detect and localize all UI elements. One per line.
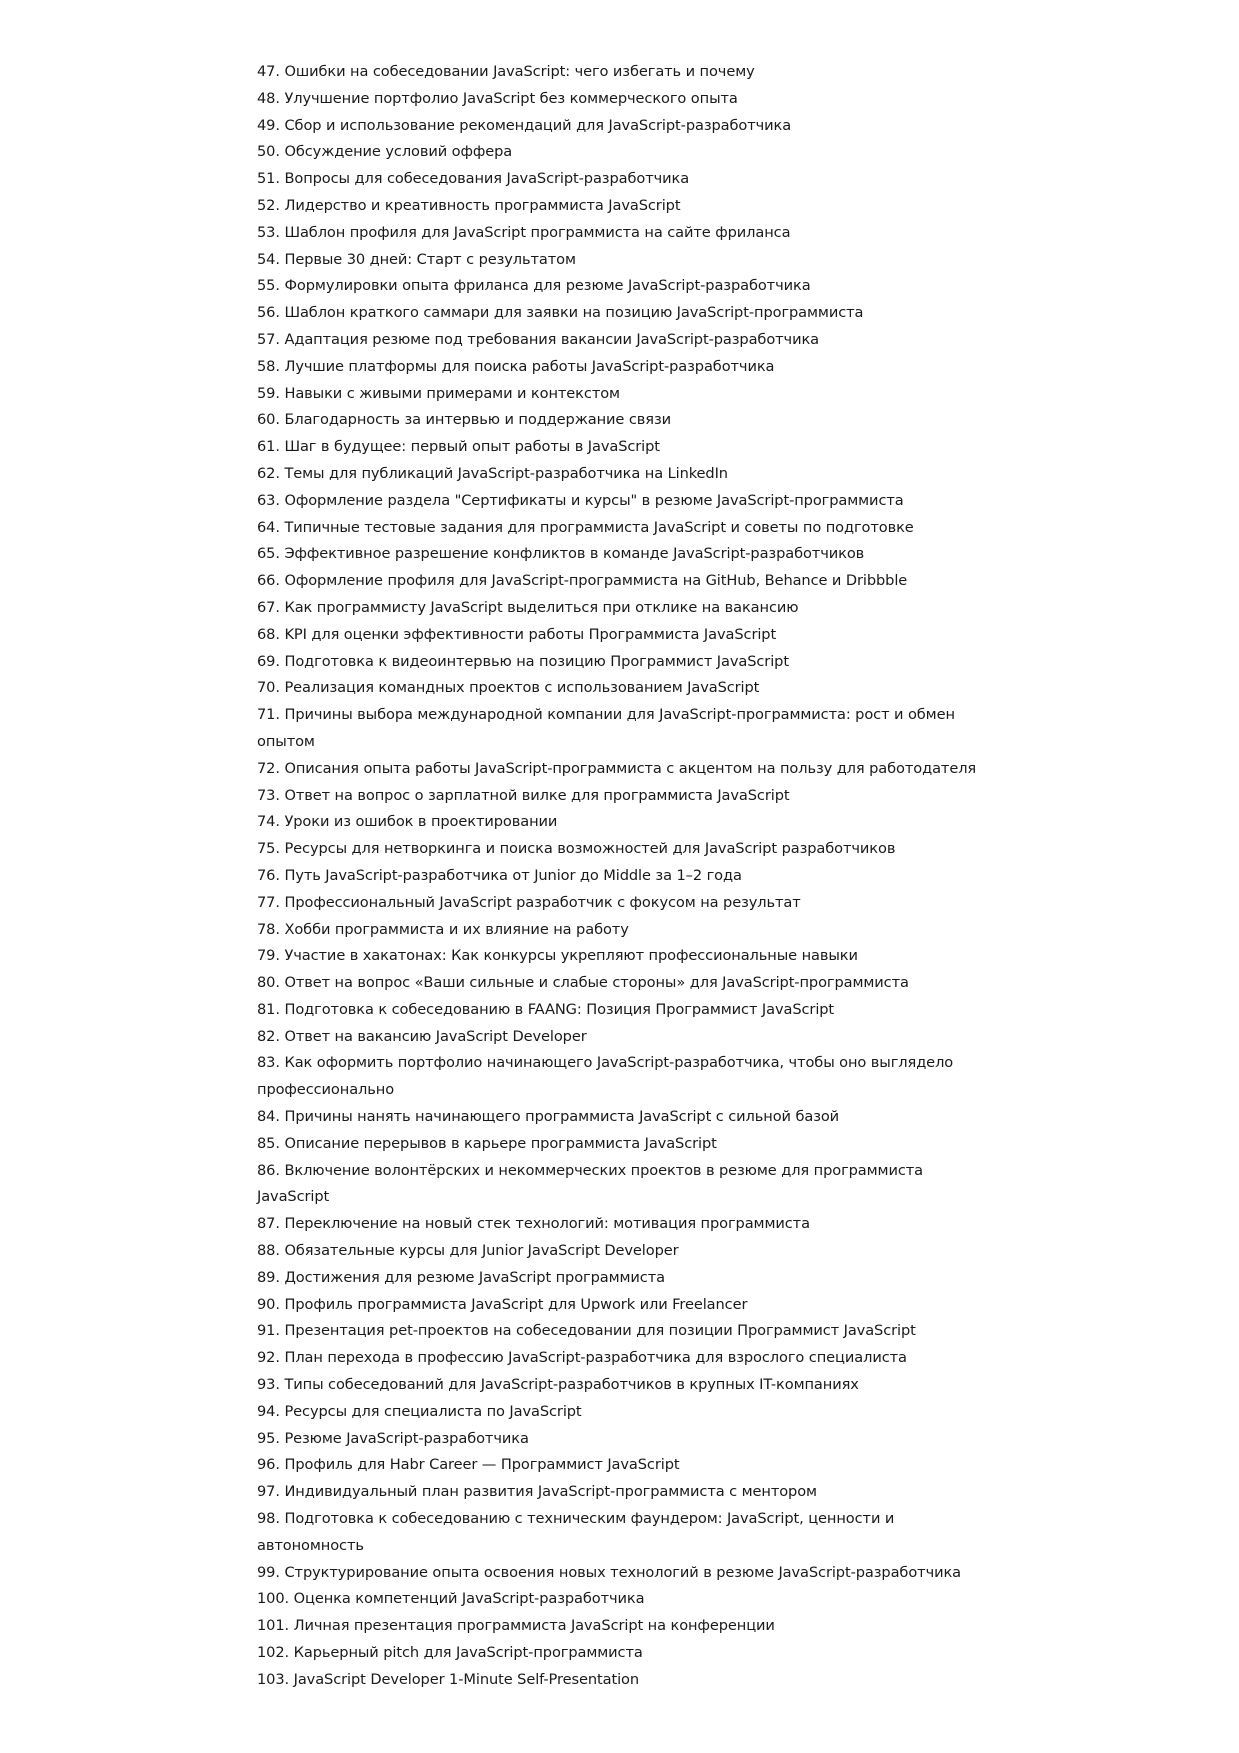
toc-item bbox=[257, 113, 987, 140]
toc-link[interactable]: 80. Ответ на вопрос «Ваши сильные и слабые стороны» для JavaScript-программиста bbox=[257, 974, 909, 992]
toc-item bbox=[257, 836, 987, 863]
toc-item bbox=[257, 1372, 987, 1399]
toc-item bbox=[257, 86, 987, 113]
toc-link[interactable]: 73. Ответ на вопрос о зарплатной вилке для программиста JavaScript bbox=[257, 786, 790, 804]
toc-item bbox=[257, 166, 987, 193]
toc-link[interactable]: 62. Темы для публикаций JavaScript-разработчика на LinkedIn bbox=[257, 464, 728, 482]
toc-item bbox=[257, 1613, 987, 1640]
toc-item bbox=[257, 1104, 987, 1131]
toc-link[interactable]: 91. Презентация pet-проектов на собеседовании для позиции Программист JavaScript bbox=[257, 1322, 916, 1340]
toc-link[interactable]: 66. Оформление профиля для JavaScript-программиста на GitHub, Behance и Dribbble bbox=[257, 572, 908, 590]
toc-item bbox=[257, 327, 987, 354]
toc-item bbox=[257, 863, 987, 890]
toc-item bbox=[257, 59, 987, 86]
toc-link[interactable]: 59. Навыки с живыми примерами и контекстом bbox=[257, 384, 620, 402]
toc-item bbox=[257, 1238, 987, 1265]
toc-item bbox=[257, 434, 987, 461]
toc-item bbox=[257, 783, 987, 810]
toc-link[interactable]: 67. Как программисту JavaScript выделиться при отклике на вакансию bbox=[257, 598, 799, 616]
toc-link[interactable]: 78. Хобби программиста и их влияние на работу bbox=[257, 920, 629, 938]
toc-item bbox=[257, 1050, 987, 1104]
toc-item bbox=[257, 300, 987, 327]
toc-item bbox=[257, 809, 987, 836]
toc-item bbox=[257, 675, 987, 702]
toc-link[interactable]: 76. Путь JavaScript-разработчика от Junior до Middle за 1–2 года bbox=[257, 866, 742, 884]
toc-link[interactable]: 49. Сбор и использование рекомендаций для JavaScript-разработчика bbox=[257, 116, 792, 134]
toc-link[interactable]: 90. Профиль программиста JavaScript для Upwork или Freelancer bbox=[257, 1295, 748, 1313]
toc-link[interactable]: 89. Достижения для резюме JavaScript программиста bbox=[257, 1268, 665, 1286]
toc-link[interactable]: 87. Переключение на новый стек технологий: мотивация программиста bbox=[257, 1215, 810, 1233]
toc-link[interactable]: 82. Ответ на вакансию JavaScript Developer bbox=[257, 1027, 587, 1045]
toc-item bbox=[257, 488, 987, 515]
toc-item bbox=[257, 756, 987, 783]
toc-link[interactable]: 94. Ресурсы для специалиста по JavaScript bbox=[257, 1402, 582, 1420]
toc-item bbox=[257, 1506, 987, 1560]
toc-item bbox=[257, 1399, 987, 1426]
toc-item bbox=[257, 1292, 987, 1319]
toc-item bbox=[257, 193, 987, 220]
toc-item bbox=[257, 381, 987, 408]
toc-item bbox=[257, 1586, 987, 1613]
toc-link[interactable]: 63. Оформление раздела "Сертификаты и курсы" в резюме JavaScript-программиста bbox=[257, 491, 904, 509]
toc-link[interactable]: 88. Обязательные курсы для Junior JavaScript Developer bbox=[257, 1242, 679, 1260]
toc-link[interactable]: 74. Уроки из ошибок в проектировании bbox=[257, 813, 558, 831]
toc-item bbox=[257, 354, 987, 381]
toc-link[interactable]: 103. JavaScript Developer 1-Minute Self-Presentation bbox=[257, 1670, 640, 1688]
toc-item bbox=[257, 1640, 987, 1667]
toc-link[interactable]: 57. Адаптация резюме под требования вакансии JavaScript-разработчика bbox=[257, 330, 820, 348]
toc-link[interactable]: 69. Подготовка к видеоинтервью на позицию Программист JavaScript bbox=[257, 652, 789, 670]
toc-item bbox=[257, 595, 987, 622]
toc-item bbox=[257, 515, 987, 542]
toc-link[interactable]: 71. Причины выбора международной компании для JavaScript-программиста: рост и обмен опытом bbox=[257, 706, 955, 750]
toc-item bbox=[257, 139, 987, 166]
toc-item bbox=[257, 917, 987, 944]
toc-link[interactable]: 97. Индивидуальный план развития JavaScript-программиста с ментором bbox=[257, 1483, 817, 1501]
toc-item bbox=[257, 1158, 987, 1212]
toc-item bbox=[257, 568, 987, 595]
toc-link[interactable]: 53. Шаблон профиля для JavaScript программиста на сайте фриланса bbox=[257, 223, 791, 241]
toc-link[interactable]: 100. Оценка компетенций JavaScript-разработчика bbox=[257, 1590, 645, 1608]
table-of-contents bbox=[257, 59, 987, 1694]
toc-item bbox=[257, 407, 987, 434]
toc-item bbox=[257, 943, 987, 970]
toc-item bbox=[257, 1560, 987, 1587]
toc-link[interactable]: 79. Участие в хакатонах: Как конкурсы укрепляют профессиональные навыки bbox=[257, 947, 858, 965]
toc-item bbox=[257, 247, 987, 274]
toc-item bbox=[257, 1024, 987, 1051]
toc-item bbox=[257, 1479, 987, 1506]
toc-item bbox=[257, 273, 987, 300]
toc-link[interactable]: 50. Обсуждение условий оффера bbox=[257, 143, 513, 161]
toc-item bbox=[257, 970, 987, 997]
toc-link[interactable]: 65. Эффективное разрешение конфликтов в команде JavaScript-разработчиков bbox=[257, 545, 865, 563]
toc-item bbox=[257, 1211, 987, 1238]
toc-item bbox=[257, 622, 987, 649]
toc-link[interactable]: 86. Включение волонтёрских и некоммерческих проектов в резюме для программиста JavaScript bbox=[257, 1161, 924, 1206]
toc-item bbox=[257, 1452, 987, 1479]
toc-item bbox=[257, 1426, 987, 1453]
toc-item bbox=[257, 702, 987, 756]
document-page bbox=[257, 59, 987, 1694]
toc-link[interactable]: 54. Первые 30 дней: Старт с результатом bbox=[257, 250, 576, 268]
toc-link[interactable]: 81. Подготовка к собеседованию в FAANG: Позиция Программист JavaScript bbox=[257, 1000, 835, 1018]
toc-item bbox=[257, 890, 987, 917]
toc-link[interactable]: 98. Подготовка к собеседованию с техническим фаундером: JavaScript, ценности и автономность bbox=[257, 1510, 895, 1554]
toc-item bbox=[257, 1265, 987, 1292]
toc-link[interactable]: 92. План перехода в профессию JavaScript-разработчика для взрослого специалиста bbox=[257, 1349, 907, 1367]
toc-link[interactable]: 55. Формулировки опыта фриланса для резюме JavaScript-разработчика bbox=[257, 277, 811, 295]
toc-link[interactable]: 85. Описание перерывов в карьере программиста JavaScript bbox=[257, 1134, 717, 1152]
toc-link[interactable]: 47. Ошибки на собеседовании JavaScript: чего избегать и почему bbox=[257, 63, 755, 80]
toc-link[interactable]: 48. Улучшение портфолио JavaScript без коммерческого опыта bbox=[257, 89, 738, 107]
toc-link[interactable]: 84. Причины нанять начинающего программиста JavaScript с сильной базой bbox=[257, 1108, 840, 1126]
toc-link[interactable]: 102. Карьерный pitch для JavaScript-программиста bbox=[257, 1644, 643, 1662]
toc-item bbox=[257, 1131, 987, 1158]
toc-link[interactable]: 68. KPI для оценки эффективности работы Программиста JavaScript bbox=[257, 625, 777, 643]
toc-link[interactable]: 99. Структурирование опыта освоения новых технологий в резюме JavaScript-разработчика bbox=[257, 1563, 962, 1581]
toc-link[interactable]: 52. Лидерство и креативность программиста JavaScript bbox=[257, 196, 681, 214]
toc-item bbox=[257, 461, 987, 488]
toc-link[interactable]: 70. Реализация командных проектов с использованием JavaScript bbox=[257, 679, 760, 697]
toc-item bbox=[257, 649, 987, 676]
toc-link[interactable]: 77. Профессиональный JavaScript разработчик с фокусом на результат bbox=[257, 893, 801, 911]
toc-link[interactable]: 60. Благодарность за интервью и поддержание связи bbox=[257, 411, 671, 429]
toc-item bbox=[257, 997, 987, 1024]
toc-link[interactable]: 56. Шаблон краткого саммари для заявки на позицию JavaScript-программиста bbox=[257, 304, 864, 322]
toc-link[interactable]: 96. Профиль для Habr Career — Программист JavaScript bbox=[257, 1456, 680, 1474]
toc-link[interactable]: 72. Описания опыта работы JavaScript-программиста с акцентом на пользу для работодателя bbox=[257, 759, 977, 777]
toc-item bbox=[257, 1345, 987, 1372]
toc-item bbox=[257, 1318, 987, 1345]
toc-item bbox=[257, 220, 987, 247]
toc-link[interactable]: 58. Лучшие платформы для поиска работы JavaScript-разработчика bbox=[257, 357, 775, 375]
toc-link[interactable]: 95. Резюме JavaScript-разработчика bbox=[257, 1429, 529, 1447]
toc-item bbox=[257, 541, 987, 568]
toc-item bbox=[257, 1667, 987, 1694]
toc-link[interactable]: 93. Типы собеседований для JavaScript-разработчиков в крупных IT-компаниях bbox=[257, 1376, 859, 1394]
toc-link[interactable]: 51. Вопросы для собеседования JavaScript-разработчика bbox=[257, 170, 690, 188]
toc-link[interactable]: 61. Шаг в будущее: первый опыт работы в JavaScript bbox=[257, 438, 660, 456]
toc-link[interactable]: 75. Ресурсы для нетворкинга и поиска возможностей для JavaScript разработчиков bbox=[257, 840, 896, 858]
toc-link[interactable]: 83. Как оформить портфолио начинающего JavaScript-разработчика, чтобы оно выглядело профессионально bbox=[257, 1054, 954, 1099]
toc-link[interactable]: 101. Личная презентация программиста JavaScript на конференции bbox=[257, 1617, 775, 1635]
toc-link[interactable]: 64. Типичные тестовые задания для программиста JavaScript и советы по подготовке bbox=[257, 518, 914, 536]
